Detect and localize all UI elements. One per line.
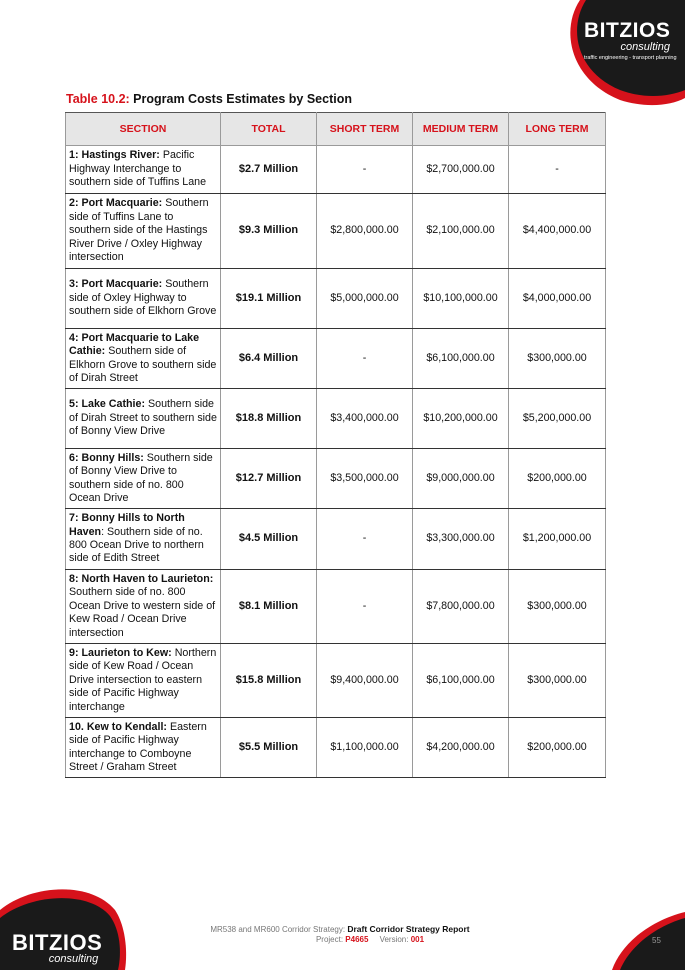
table-title [66,92,352,106]
column-header-short-term: SHORT TERM [317,113,413,146]
table-row [66,449,606,509]
short-term-cell: - [317,146,413,194]
total-cell: $8.1 Million [221,570,317,644]
section-name: 8: North Haven to Laurieton: [69,572,214,585]
table-row [66,570,606,644]
total-cell: $9.3 Million [221,194,317,269]
medium-term-cell: $6,100,000.00 [413,644,509,718]
table-row [66,718,606,778]
page-number: 55 [652,936,661,945]
section-name: 7: Bonny Hills to North Haven [69,512,185,538]
total-cell: $15.8 Million [221,644,317,718]
footer-version: 001 [410,935,425,944]
long-term-cell: $300,000.00 [509,329,606,389]
header-brand: BITZIOS [584,19,671,42]
section-cell [66,194,221,269]
short-term-cell: $2,800,000.00 [317,194,413,269]
table-header-row [66,113,606,146]
section-description: Southern side of Elkhorn Grove to southern side of Dirah Street [69,345,217,384]
section-cell [66,329,221,389]
footer-logo [12,932,102,965]
total-cell: $12.7 Million [221,449,317,509]
section-cell [66,570,221,644]
short-term-cell: - [317,570,413,644]
footer-brand: BITZIOS [12,930,103,955]
short-term-cell: $3,400,000.00 [317,389,413,449]
section-description: Southern side of Bonny View Drive to southern side of no. 800 Ocean Drive [69,451,213,504]
total-cell: $2.7 Million [221,146,317,194]
medium-term-cell: $7,800,000.00 [413,570,509,644]
section-name: 1: Hastings River: [69,149,160,162]
section-cell [66,509,221,570]
section-name: 9: Laurieton to Kew: [69,646,172,659]
section-description: Southern side of Dirah Street to southern side of Bonny View Drive [69,398,217,438]
total-cell: $19.1 Million [221,269,317,329]
footer-strategy: MR538 and MR600 Corridor Strategy: [210,925,346,934]
section-name: 6: Bonny Hills: [69,451,144,464]
total-cell: $5.5 Million [221,718,317,778]
section-name: 2: Port Macquarie: [69,197,163,210]
section-description: Southern side of Oxley Highway to southern side of Elkhorn Grove [69,278,217,318]
section-description: Southern side of no. 800 Ocean Drive to western side of Kew Road / Ocean Drive intersection [69,586,216,639]
footer-brand-sub: consulting [48,953,99,965]
footer-page-shape [612,912,685,970]
section-name: 4: Port Macquarie to Lake Cathie: [69,331,200,358]
medium-term-cell: $10,200,000.00 [413,389,509,449]
section-cell [66,146,221,194]
table-caption: Program Costs Estimates by Section [133,92,352,106]
section-cell [66,644,221,718]
medium-term-cell: $6,100,000.00 [413,329,509,389]
footer-version-label: Version: [379,935,409,944]
table-row [66,389,606,449]
short-term-cell: $3,500,000.00 [317,449,413,509]
header-brand-sub: consulting [620,41,670,53]
table-row [66,509,606,570]
section-cell [66,449,221,509]
section-description: Eastern side of Pacific Highway interchange to Comboyne Street / Graham Street [69,720,207,773]
short-term-cell: - [317,509,413,570]
table-row [66,329,606,389]
short-term-cell: $1,100,000.00 [317,718,413,778]
medium-term-cell: $2,700,000.00 [413,146,509,194]
long-term-cell: $200,000.00 [509,449,606,509]
long-term-cell: $300,000.00 [509,644,606,718]
long-term-cell: $1,200,000.00 [509,509,606,570]
long-term-cell: $200,000.00 [509,718,606,778]
table-number: Table 10.2: [66,92,130,106]
long-term-cell: $5,200,000.00 [509,389,606,449]
table-row [66,146,606,194]
medium-term-cell: $10,100,000.00 [413,269,509,329]
total-cell: $6.4 Million [221,329,317,389]
table-row [66,269,606,329]
long-term-cell: $4,000,000.00 [509,269,606,329]
long-term-cell: $4,400,000.00 [509,194,606,269]
footer-document-info [190,924,490,944]
column-header-section: SECTION [66,113,221,146]
long-term-cell: - [509,146,606,194]
long-term-cell: $300,000.00 [509,570,606,644]
section-cell [66,269,221,329]
costs-table [65,112,606,778]
section-description: : Southern side of no. 800 Ocean Drive to northern side of Edith Street [69,525,204,565]
medium-term-cell: $9,000,000.00 [413,449,509,509]
column-header-medium-term: MEDIUM TERM [413,113,509,146]
header-logo [584,20,684,61]
short-term-cell: $5,000,000.00 [317,269,413,329]
column-header-total: TOTAL [221,113,317,146]
table-row [66,194,606,269]
section-cell [66,389,221,449]
table-row [66,644,606,718]
medium-term-cell: $3,300,000.00 [413,509,509,570]
footer-project-label: Project: [315,935,344,944]
section-cell [66,718,221,778]
footer-report-title: Draft Corridor Strategy Report [347,924,470,934]
total-cell: $4.5 Million [221,509,317,570]
section-description: Southern side of Tuffins Lane to southern side of the Hastings River Drive / Oxley Highway intersection [69,197,209,264]
section-description: Northern side of Kew Road / Ocean Drive intersection to eastern side of Pacific Highway interchange [69,646,217,713]
footer-project: P4665 [345,935,369,944]
section-description: Pacific Highway Interchange to southern side of Tuffins Lane [69,149,207,189]
total-cell: $18.8 Million [221,389,317,449]
section-name: 10. Kew to Kendall: [69,720,167,733]
column-header-long-term: LONG TERM [509,113,606,146]
short-term-cell: - [317,329,413,389]
short-term-cell: $9,400,000.00 [317,644,413,718]
section-name: 5: Lake Cathie: [69,398,146,411]
medium-term-cell: $4,200,000.00 [413,718,509,778]
medium-term-cell: $2,100,000.00 [413,194,509,269]
section-name: 3: Port Macquarie: [69,278,163,291]
header-tagline: traffic engineering - transport planning [584,55,677,61]
